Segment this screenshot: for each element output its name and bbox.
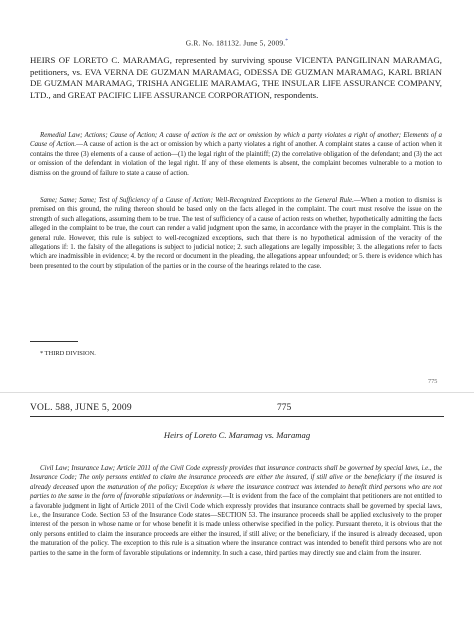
syllabus-2-text: —When a motion to dismiss is premised on this ground, the ruling thereon should be based only on the facts alleged in the complaint. The court must resolve the issue on the strength of such allegations, assuming them to be true. The test of sufficiency of a cause of action rests on whether, hypothetically admitting the facts alleged in the complaint to be true, the court can render a valid judgment upon the same, in accordance with the prayer in the complaint. This is the general rule. However, this rule is subject to well-recognized exceptions, such that there is no hypothetical admission of the veracity of the allegations if: 1. the falsity of the allegations is subject to judicial notice; 2. such allegations are legally impossible; 3. the allegations refer to facts which are inadmissible in evidence; 4. by the record or document in the pleading, the allegations appear unfounded; or 5. there is evidence which has been presented to the court by stipulation of the parties or in the course of the hearings related to the case. <box>30 197 442 270</box>
footnote: * THIRD DIVISION. <box>40 350 96 357</box>
syllabus-2-keywords: Same; Same; Same; Test of Sufficiency of a Cause of Action; Well-Recognized Exceptions to the General Rule. <box>40 197 354 204</box>
syllabus-1-text: —A cause of action is the act or omission by which a party violates a right of another. A complaint states a cause of action when it contains the three (3) elements of a cause of action—(1) the legal right of the plaintiff; (2) the correlative obligation of the defendant; and (3) the act or omission of the defendant in violation of the legal right. If any of these elements is absent, the complaint becomes vulnerable to a motion to dismiss on the ground of failure to state a cause of action. <box>30 141 443 177</box>
syllabus-3-keywords: Civil Law; Insurance Law; Article 2011 of the Civil Code expressly provides that insurance contracts shall be governed by special laws, i.e., the Insurance Code; The only persons entitled to claim the insurance proceeds are either the insured, if still alive or the beneficiary if the insured is already deceased upon the maturation of the policy; Exception is where the insurance contract was intended to benefit third persons who are not parties to the same in the form of favorable stipulations or indemnity. <box>30 465 442 501</box>
footnote-divider <box>30 341 78 342</box>
case-number <box>0 38 474 47</box>
syllabus-paragraph-3 <box>30 464 442 558</box>
syllabus-paragraph-1 <box>30 131 442 178</box>
case-parties: HEIRS OF LORETO C. MARAMAG, represented by surviving spouse VICENTA PANGILINAN MARAMAG, petitioners, vs. EVA VERNA DE GUZMAN MARAMAG, ODESSA DE GUZMAN MARAMAG, KARL BRIAN DE GUZMAN MARAMAG, TRISHA ANGELIE MARAMAG, THE INSULAR LIFE ASSURANCE COMPANY, LTD., and GREAT PACIFIC LIFE ASSURANCE CORPORATION, respondents. <box>30 55 442 100</box>
footnote-marker-link[interactable]: * <box>285 38 289 44</box>
syllabus-paragraph-2 <box>30 196 442 271</box>
syllabus-3-text: —It is evident from the face of the complaint that petitioners are not entitled to a favorable judgment in light of Article 2011 of the Civil Code which expressly provides that insurance contracts shall be governed by special laws, i.e., the Insurance Code. Section 53 of the Insurance Code states—SECTION 53. The insurance proceeds shall be applied exclusively to the proper interest of the person in whose name or for whose benefit it is made unless otherwise specified in the policy. Pursuant thereto, it is obvious that the only persons entitled to claim the insurance proceeds are either the insured, if still alive; or the beneficiary, if the insured is already deceased, upon the maturation of the policy. The exception to this rule is a situation where the insurance contract was intended to benefit third persons who are not parties to the same in the form of favorable stipulations or indemnity. In such a case, third parties may directly sue and claim from the insurer. <box>30 493 442 557</box>
syllabus-1-keywords: Remedial Law; Actions; Cause of Action; A cause of action is the act or omission by which a party violates a right of another; Elements of a Cause of Action. <box>30 132 442 149</box>
page-break <box>0 392 474 393</box>
case-caption: Heirs of Loreto C. Maramag vs. Maramag <box>163 430 311 440</box>
running-header-page: 775 <box>277 403 292 413</box>
header-rule <box>30 416 444 417</box>
gr-number-text: G.R. No. 181132. June 5, 2009. <box>185 38 286 48</box>
page-number: 775 <box>428 378 438 385</box>
running-header-volume: VOL. 588, JUNE 5, 2009 <box>30 403 132 413</box>
